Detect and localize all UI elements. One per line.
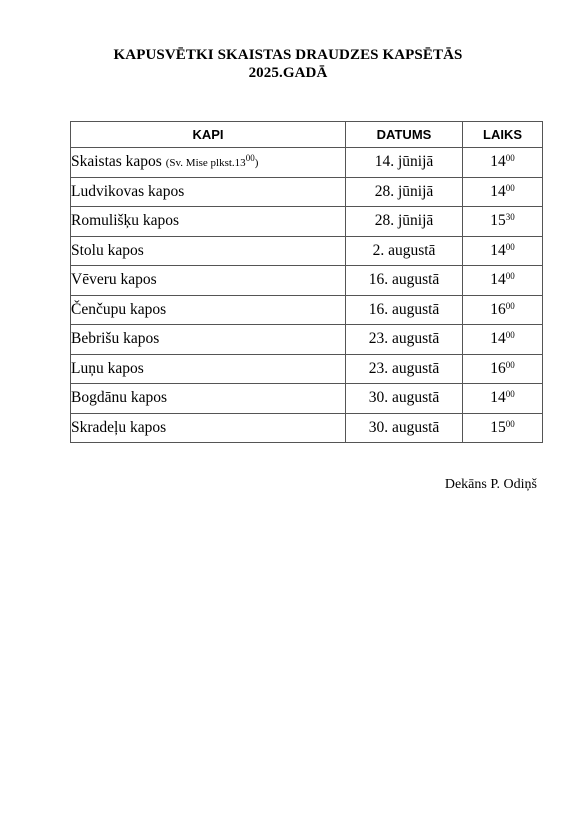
cemetery-name: Ludvikovas kapos <box>71 182 185 200</box>
cemetery-name: Stolu kapos <box>71 241 144 259</box>
table-row <box>71 236 543 266</box>
time-minutes: 00 <box>505 330 515 341</box>
time-hour: 15 <box>490 418 506 436</box>
time-cell <box>463 354 543 384</box>
cemetery-name-cell <box>71 177 346 207</box>
time-cell <box>463 384 543 414</box>
page-title: KAPUSVĒTKI SKAISTAS DRAUDZES KAPSĒTĀS <box>113 47 463 63</box>
time-hour: 14 <box>490 271 506 289</box>
time-cell <box>463 266 543 296</box>
cemetery-name-cell <box>71 295 346 325</box>
time-hour: 14 <box>490 182 506 200</box>
time-hour: 16 <box>490 300 506 318</box>
mass-note-minutes: 00 <box>245 153 255 164</box>
time-minutes: 00 <box>505 300 515 311</box>
table-row <box>71 148 543 178</box>
cemetery-name: Skaistas kapos <box>71 153 162 171</box>
time-minutes: 30 <box>505 212 515 223</box>
date-cell: 30. augustā <box>346 384 463 414</box>
table-row <box>71 384 543 414</box>
time-cell <box>463 295 543 325</box>
time-minutes: 00 <box>505 182 515 193</box>
cemetery-name-cell <box>71 354 346 384</box>
table-header-row <box>71 122 543 148</box>
time-hour: 16 <box>490 359 506 377</box>
time-cell <box>463 207 543 237</box>
cemetery-name: Romulišķu kapos <box>71 212 180 230</box>
cemetery-name: Skradeļu kapos <box>71 418 167 436</box>
column-header-kapi: KAPI <box>71 122 346 148</box>
mass-note-close: ) <box>254 157 259 170</box>
table-row <box>71 177 543 207</box>
cemetery-name: Bebrišu kapos <box>71 330 160 348</box>
page-subtitle-year: 2025.GADĀ <box>248 65 328 81</box>
time-cell <box>463 177 543 207</box>
date-cell: 16. augustā <box>346 266 463 296</box>
date-cell: 2. augustā <box>346 236 463 266</box>
time-cell <box>463 325 543 355</box>
cemetery-name-cell <box>71 413 346 443</box>
time-cell <box>463 148 543 178</box>
time-minutes: 00 <box>505 418 515 429</box>
table-row <box>71 413 543 443</box>
date-cell: 28. jūnijā <box>346 207 463 237</box>
table-row <box>71 266 543 296</box>
date-cell: 30. augustā <box>346 413 463 443</box>
cemetery-name-cell <box>71 325 346 355</box>
date-cell: 23. augustā <box>346 325 463 355</box>
time-minutes: 00 <box>505 359 515 370</box>
table-row <box>71 354 543 384</box>
date-cell: 28. jūnijā <box>346 177 463 207</box>
date-cell: 23. augustā <box>346 354 463 384</box>
cemetery-name-cell <box>71 384 346 414</box>
cemetery-name: Luņu kapos <box>71 359 144 377</box>
time-cell <box>463 413 543 443</box>
time-minutes: 00 <box>505 153 515 164</box>
date-cell: 16. augustā <box>346 295 463 325</box>
signature: Dekāns P. Odiņš <box>444 477 537 492</box>
table-row <box>71 325 543 355</box>
cemetery-name: Vēveru kapos <box>71 271 157 289</box>
time-hour: 15 <box>490 212 506 230</box>
time-cell <box>463 236 543 266</box>
time-hour: 14 <box>490 153 506 171</box>
cemetery-name: Bogdānu kapos <box>71 389 168 407</box>
table-row <box>71 295 543 325</box>
mass-note-text: (Sv. Mise plkst.13 <box>165 157 246 170</box>
table-body <box>71 148 543 443</box>
cemetery-name-cell <box>71 148 346 178</box>
cemetery-name-cell <box>71 207 346 237</box>
table-row <box>71 207 543 237</box>
column-header-datums: DATUMS <box>346 122 463 148</box>
cemetery-name-cell <box>71 236 346 266</box>
schedule-table <box>70 121 543 443</box>
time-minutes: 00 <box>505 241 515 252</box>
time-minutes: 00 <box>505 389 515 400</box>
mass-note <box>165 153 259 170</box>
time-hour: 14 <box>490 330 506 348</box>
column-header-laiks: LAIKS <box>463 122 543 148</box>
cemetery-name: Čenčupu kapos <box>71 300 167 318</box>
cemetery-name-cell <box>71 266 346 296</box>
time-minutes: 00 <box>505 271 515 282</box>
time-hour: 14 <box>490 241 506 259</box>
time-hour: 14 <box>490 389 506 407</box>
date-cell: 14. jūnijā <box>346 148 463 178</box>
